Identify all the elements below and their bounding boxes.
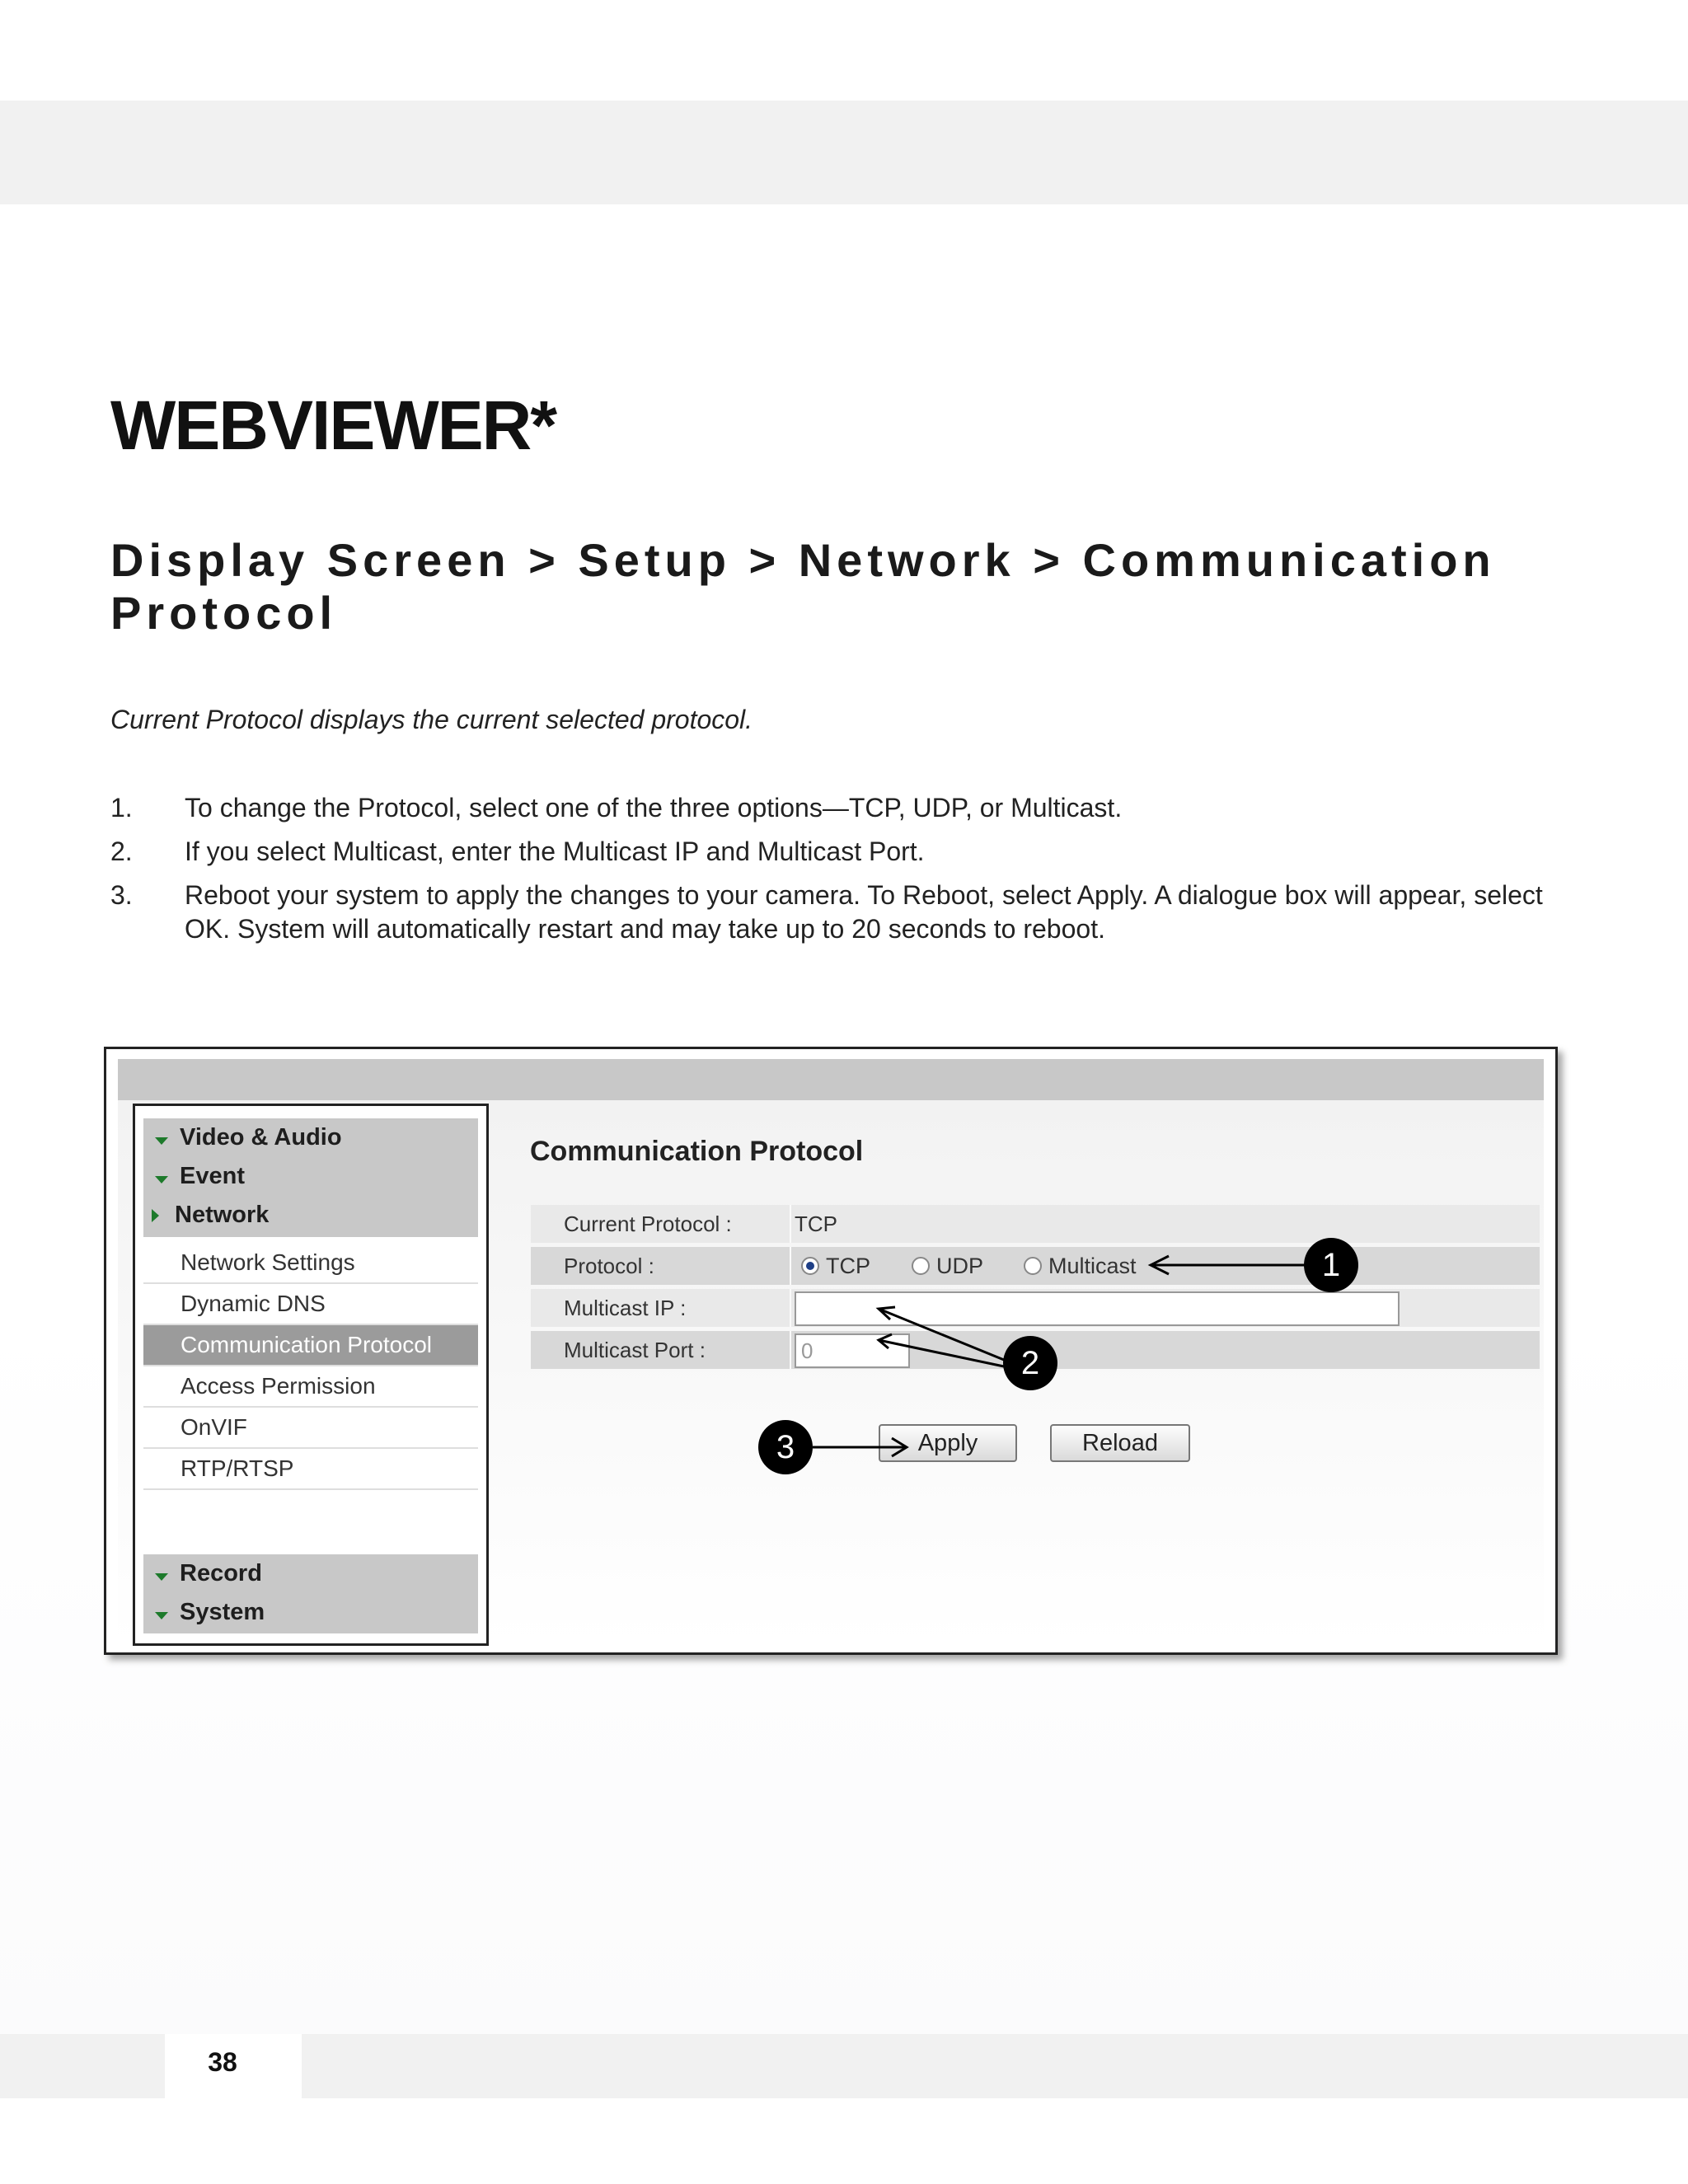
- step-item: [110, 835, 1561, 869]
- current-protocol-value: TCP: [795, 1212, 837, 1236]
- footer-band-right: [302, 2034, 1688, 2098]
- radio-label: Multicast: [1048, 1254, 1137, 1278]
- sidebar-group-network[interactable]: [143, 1196, 478, 1235]
- column-divider: [790, 1205, 791, 1243]
- sidebar-group-video-audio[interactable]: [143, 1118, 478, 1157]
- header-band: [0, 101, 1688, 204]
- radio-button[interactable]: [1024, 1257, 1042, 1275]
- step-text: If you select Multicast, enter the Multicast IP and Multicast Port.: [185, 837, 925, 866]
- multicast-port-label: Multicast Port :: [564, 1338, 706, 1362]
- sidebar-group-label: System: [180, 1599, 265, 1625]
- step-number: 2.: [110, 837, 133, 866]
- lead-text: Current Protocol displays the current selected protocol.: [110, 705, 753, 734]
- sidebar-item-rtp-rtsp[interactable]: RTP/RTSP: [143, 1449, 478, 1490]
- sidebar-item-communication-protocol[interactable]: Communication Protocol: [143, 1325, 478, 1366]
- column-divider: [790, 1331, 791, 1369]
- radio-button-selected[interactable]: [801, 1257, 819, 1275]
- screenshot-top-bar: [118, 1059, 1544, 1100]
- sidebar-item-dynamic-dns[interactable]: Dynamic DNS: [143, 1284, 478, 1325]
- expand-arrow-icon: [155, 1573, 168, 1581]
- sidebar-group-label: Event: [180, 1163, 245, 1189]
- reload-button[interactable]: Reload: [1050, 1424, 1190, 1462]
- callout-badge-3: 3: [758, 1420, 813, 1474]
- step-item: [110, 791, 1561, 825]
- radio-label: UDP: [936, 1254, 984, 1278]
- column-divider: [790, 1289, 791, 1327]
- breadcrumb-heading: Display Screen > Setup > Network > Communication Protocol: [110, 534, 1496, 639]
- sidebar-item-access-permission[interactable]: Access Permission: [143, 1366, 478, 1408]
- page-title: WEBVIEWER*: [110, 387, 556, 464]
- step-text: To change the Protocol, select one of the three options—TCP, UDP, or Multicast.: [185, 793, 1123, 823]
- step-number: 3.: [110, 880, 133, 910]
- radio-tcp[interactable]: [801, 1247, 870, 1285]
- radio-button[interactable]: [912, 1257, 930, 1275]
- protocol-row: [531, 1247, 1540, 1285]
- sidebar-group-label: Network: [175, 1202, 270, 1228]
- radio-udp[interactable]: [912, 1247, 983, 1285]
- sidebar-group-label: Record: [180, 1560, 262, 1586]
- radio-multicast[interactable]: [1024, 1247, 1137, 1285]
- sidebar-group-event[interactable]: [143, 1157, 478, 1196]
- expand-arrow-icon: [155, 1137, 168, 1145]
- multicast-ip-label: Multicast IP :: [564, 1296, 687, 1320]
- multicast-port-input[interactable]: [795, 1333, 910, 1368]
- step-number: 1.: [110, 793, 133, 823]
- multicast-ip-row: [531, 1289, 1540, 1327]
- sidebar-group-system[interactable]: [143, 1593, 478, 1632]
- panel-title: Communication Protocol: [530, 1136, 864, 1167]
- radio-label: TCP: [826, 1254, 870, 1278]
- sidebar-item-onvif[interactable]: OnVIF: [143, 1408, 478, 1449]
- step-text: Reboot your system to apply the changes to your camera. To Reboot, select Apply. A dialogue box will appear, select OK. System will automatically restart and may take up to 20 seconds to reboot.: [185, 880, 1543, 944]
- step-item: [110, 879, 1561, 946]
- collapse-arrow-icon: [152, 1209, 159, 1222]
- footer-band-left: [0, 2034, 165, 2098]
- callout-badge-1: 1: [1304, 1238, 1358, 1292]
- network-submenu: [143, 1243, 478, 1490]
- setup-sidebar: [133, 1104, 489, 1646]
- apply-button[interactable]: Apply: [879, 1424, 1017, 1462]
- expand-arrow-icon: [155, 1176, 168, 1183]
- current-protocol-row: [531, 1205, 1540, 1243]
- callout-badge-2: 2: [1003, 1336, 1057, 1390]
- page-number: 38: [208, 2047, 237, 2077]
- sidebar-group-bottom: [143, 1554, 478, 1633]
- multicast-ip-input[interactable]: [795, 1291, 1400, 1326]
- protocol-label: Protocol :: [564, 1254, 654, 1278]
- column-divider: [790, 1247, 791, 1285]
- sidebar-item-network-settings[interactable]: Network Settings: [143, 1243, 478, 1284]
- steps-list: [110, 791, 1561, 956]
- sidebar-group-label: Video & Audio: [180, 1124, 342, 1151]
- expand-arrow-icon: [155, 1612, 168, 1619]
- sidebar-group-record[interactable]: [143, 1554, 478, 1593]
- sidebar-group-top: [143, 1118, 478, 1237]
- current-protocol-label: Current Protocol :: [564, 1212, 732, 1236]
